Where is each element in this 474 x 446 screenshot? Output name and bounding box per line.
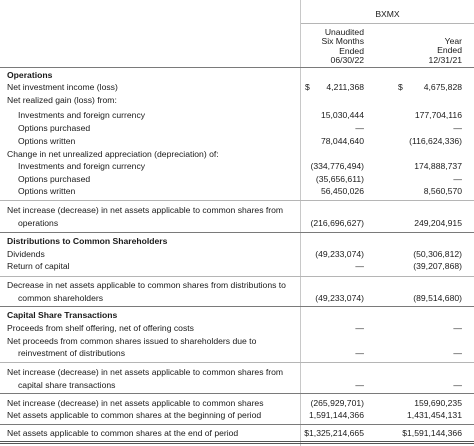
value-year: — bbox=[453, 348, 462, 358]
row-label: Net increase (decrease) in net assets applicable to common shares bbox=[7, 398, 264, 408]
row-label: Net increase (decrease) in net assets applicable to common shares from bbox=[7, 205, 284, 215]
column-header-line: Ended bbox=[437, 45, 462, 56]
table-row bbox=[0, 336, 474, 346]
value-six-months: (49,233,074) bbox=[315, 249, 364, 259]
value-year: 159,690,235 bbox=[414, 398, 462, 408]
table-row bbox=[0, 123, 474, 133]
value-year: — bbox=[453, 323, 462, 333]
value-six-months: — bbox=[355, 123, 364, 133]
section-title: Capital Share Transactions bbox=[7, 310, 118, 320]
row-label: Net assets applicable to common shares at the end of period bbox=[7, 428, 239, 438]
column-header-line: 12/31/21 bbox=[428, 54, 462, 65]
value-six-months: 15,030,444 bbox=[320, 110, 364, 120]
row-label: Options purchased bbox=[18, 123, 91, 133]
row-label-continued: common shareholders bbox=[18, 293, 104, 303]
table-row bbox=[0, 161, 474, 171]
value-year: 8,560,570 bbox=[423, 186, 462, 196]
value-six-months: (49,233,074) bbox=[315, 293, 364, 303]
value-year: (116,624,336) bbox=[409, 136, 462, 146]
table-row bbox=[0, 380, 474, 390]
value-year: — bbox=[453, 123, 462, 133]
currency-symbol: $ bbox=[398, 82, 403, 92]
column-header-line: Six Months bbox=[321, 36, 364, 47]
table-row bbox=[0, 280, 474, 290]
row-divider bbox=[0, 362, 474, 363]
section-title: Operations bbox=[7, 70, 53, 80]
row-label: Options written bbox=[18, 136, 76, 146]
value-year: 4,675,828 bbox=[423, 82, 462, 92]
row-label: Net investment income (loss) bbox=[7, 82, 118, 92]
table-row bbox=[0, 174, 474, 184]
row-label: Return of capital bbox=[7, 261, 70, 271]
total-double-rule bbox=[0, 443, 474, 444]
table-row bbox=[0, 293, 474, 303]
table-row bbox=[0, 149, 474, 159]
fund-underline bbox=[301, 23, 474, 24]
row-label: Net realized gain (loss) from: bbox=[7, 95, 117, 105]
column-header-line: Unaudited bbox=[324, 27, 364, 37]
row-label-continued: operations bbox=[18, 218, 59, 228]
table-row bbox=[0, 398, 474, 408]
value-six-months: — bbox=[355, 323, 364, 333]
table-row bbox=[0, 218, 474, 228]
row-divider bbox=[0, 232, 474, 233]
table-row bbox=[0, 348, 474, 358]
table-row bbox=[0, 261, 474, 271]
row-divider bbox=[0, 200, 474, 201]
row-label: Dividends bbox=[7, 249, 45, 259]
row-divider bbox=[0, 393, 474, 394]
value-year: 177,704,116 bbox=[414, 110, 462, 120]
currency-symbol: $ bbox=[305, 82, 310, 92]
column-header-line: Ended bbox=[339, 45, 364, 56]
table-row bbox=[0, 110, 474, 120]
row-divider bbox=[0, 306, 474, 307]
value-six-months: — bbox=[355, 380, 364, 390]
value-year: $1,591,144,366 bbox=[402, 428, 462, 438]
column-header-line: 06/30/22 bbox=[330, 55, 364, 66]
section-heading-capital-share bbox=[0, 310, 474, 320]
row-label: Investments and foreign currency bbox=[18, 161, 146, 171]
row-label: Decrease in net assets applicable to common shares from distributions to bbox=[7, 280, 286, 290]
table-row bbox=[0, 323, 474, 333]
section-heading-operations bbox=[0, 70, 474, 80]
row-label: Options written bbox=[18, 186, 76, 196]
value-year: (89,514,680) bbox=[413, 293, 462, 303]
column-header-line: Year bbox=[444, 36, 462, 46]
value-six-months: (35,656,611) bbox=[315, 174, 364, 184]
value-year: 174,888,737 bbox=[414, 161, 462, 171]
value-year: 249,204,915 bbox=[414, 218, 462, 228]
value-year: — bbox=[453, 174, 462, 184]
row-label: Net proceeds from common shares issued to shareholders due to bbox=[7, 336, 257, 346]
table-row bbox=[0, 82, 474, 92]
column-header-year bbox=[429, 37, 462, 65]
value-six-months: 78,044,640 bbox=[320, 136, 364, 146]
table-row bbox=[0, 410, 474, 420]
value-six-months: 1,591,144,366 bbox=[309, 410, 364, 420]
value-six-months: — bbox=[355, 261, 364, 271]
value-six-months: (265,929,701) bbox=[310, 398, 364, 408]
value-six-months: (216,696,627) bbox=[310, 218, 364, 228]
value-year: — bbox=[453, 380, 462, 390]
table-row bbox=[0, 136, 474, 146]
row-label-continued: reinvestment of distributions bbox=[18, 348, 125, 358]
value-six-months: $1,325,214,665 bbox=[304, 428, 364, 438]
total-double-rule bbox=[0, 441, 474, 442]
table-row bbox=[0, 186, 474, 196]
header-rule bbox=[0, 67, 474, 68]
row-divider bbox=[0, 424, 474, 425]
row-label: Change in net unrealized appreciation (depreciation) of: bbox=[7, 149, 219, 159]
value-year: (50,306,812) bbox=[413, 249, 462, 259]
row-label-continued: capital share transactions bbox=[18, 380, 116, 390]
row-label: Proceeds from shelf offering, net of offering costs bbox=[7, 323, 194, 333]
value-year: 1,431,454,131 bbox=[407, 410, 462, 420]
row-label: Net assets applicable to common shares at the beginning of period bbox=[7, 410, 262, 420]
table-row bbox=[0, 205, 474, 215]
table-row bbox=[0, 249, 474, 259]
fund-name: BXMX bbox=[375, 9, 400, 19]
table-row-total bbox=[0, 428, 474, 438]
value-six-months: — bbox=[355, 348, 364, 358]
row-label: Options purchased bbox=[18, 174, 91, 184]
section-title: Distributions to Common Shareholders bbox=[7, 236, 168, 246]
row-divider bbox=[0, 276, 474, 277]
table-row bbox=[0, 367, 474, 377]
column-header-six-months bbox=[321, 28, 364, 66]
table-row bbox=[0, 95, 474, 105]
value-six-months: 4,211,368 bbox=[326, 82, 364, 92]
value-six-months: (334,776,494) bbox=[310, 161, 364, 171]
section-heading-distributions bbox=[0, 236, 474, 246]
value-six-months: 56,450,026 bbox=[320, 186, 364, 196]
value-year: (39,207,868) bbox=[413, 261, 462, 271]
row-label: Investments and foreign currency bbox=[18, 110, 146, 120]
row-label: Net increase (decrease) in net assets applicable to common shares from bbox=[7, 367, 284, 377]
